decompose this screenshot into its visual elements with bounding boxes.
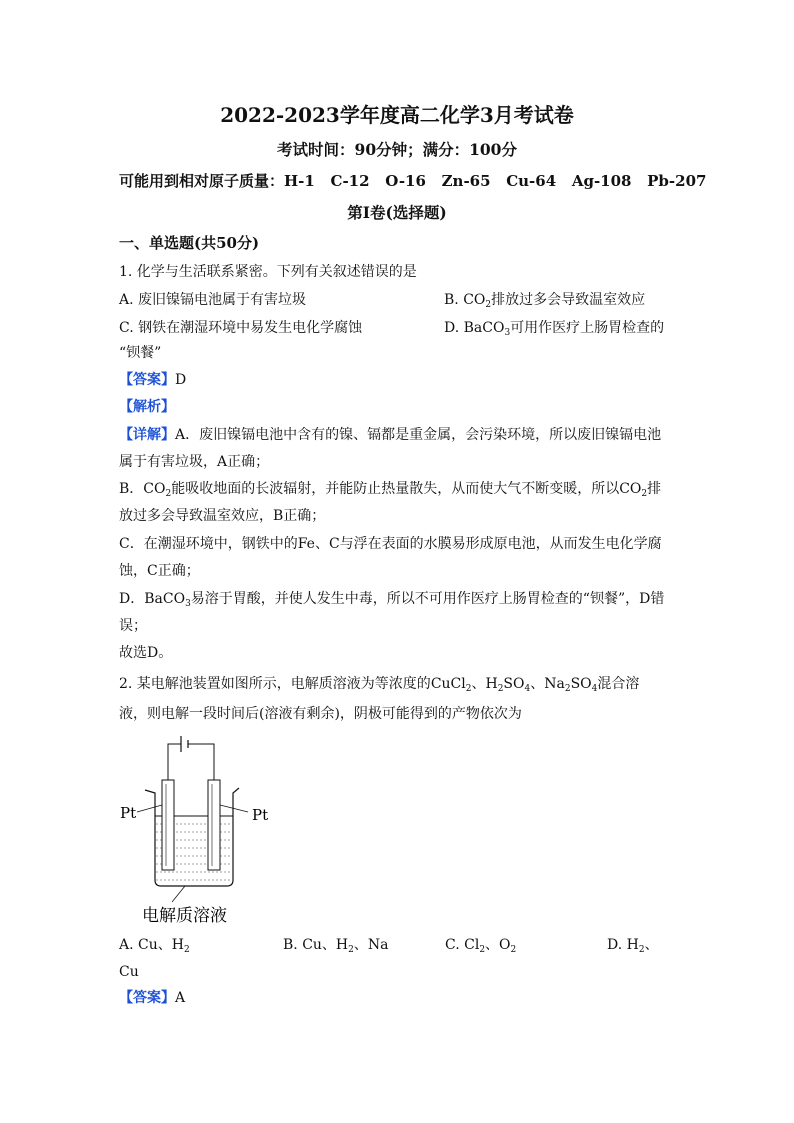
q2-option-d-cont: Cu — [119, 964, 139, 980]
q1-detail-line-8: 误； — [119, 618, 147, 634]
q1-stem: 1. 化学与生活联系紧密。下列有关叙述错误的是 — [119, 264, 417, 280]
q1-analysis-tag: 【解析】 — [119, 399, 175, 415]
section-title: 一、单选题(共50分) — [119, 234, 260, 252]
q2-option-d: D. $H_2$、 — [607, 937, 659, 955]
right-electrode — [208, 780, 220, 870]
q1-detail-line-1: 【详解】A．废旧镍镉电池中含有的镍、镉都是重金属，会污染环境，所以废旧镍镉电池 — [119, 427, 662, 443]
exam-info: 考试时间：90分钟；满分：100分 — [277, 140, 517, 159]
q1-option-a: A. 废旧镍镉电池属于有害垃圾 — [119, 292, 307, 308]
q2-option-a: A. Cu、$H_2$ — [119, 937, 190, 955]
q2-option-b: B. Cu、$H_2$、Na — [283, 937, 389, 955]
q1-detail-line-7: D．BaCO$_3$易溶于胃酸，并使人发生中毒，所以不可用作医疗上肠胃检查的“钡餐”，D错 — [119, 591, 665, 609]
left-electrode — [162, 780, 174, 870]
q1-answer: 【答案】D — [119, 372, 187, 388]
q2-option-c: C. $Cl_2$、$O_2$ — [445, 937, 517, 955]
q1-detail-line-6: 蚀，C正确； — [119, 563, 200, 579]
atomic-masses: 可能用到相对原子质量：H-1 C-12 O-16 Zn-65 Cu-64 Ag-108 Pb-207 — [119, 172, 707, 190]
q1-option-c: C. 钢铁在潮湿环境中易发生电化学腐蚀 — [119, 320, 363, 336]
volume-title: 第I卷(选择题) — [347, 203, 447, 222]
left-electrode-label: Pt — [120, 804, 137, 822]
q1-detail-line-3: B．$CO_2$能吸收地面的长波辐射，并能防止热量散失，从而使大气不断变暖，所以$CO_2$排 — [119, 481, 662, 499]
q1-option-d-cont: “钡餐” — [119, 345, 162, 361]
figure-caption: 电解质溶液 — [142, 906, 227, 926]
q1-detail-line-4: 放过多会导致温室效应，B正确； — [119, 508, 326, 524]
right-wire — [188, 744, 214, 780]
q1-detail-line-5: C．在潮湿环境中，钢铁中的Fe、C与浮在表面的水膜易形成原电池，从而发生电化学腐 — [119, 536, 662, 552]
q1-detail-line-2: 属于有害垃圾，A正确； — [119, 454, 270, 470]
q2-stem-line-2: 液，则电解一段时间后(溶液有剩余)，阴极可能得到的产物依次为 — [119, 706, 522, 722]
q2-stem: 2. 某电解池装置如图所示，电解质溶液为等浓度的CuCl$_2$、$H_2SO_4$、$Na_2SO_4$混合溶 — [119, 676, 640, 694]
q2-answer: 【答案】A — [119, 990, 186, 1006]
left-wire — [168, 744, 181, 780]
beaker — [145, 788, 239, 886]
page-title: 2022-2023学年度高二化学3月考试卷 — [220, 103, 574, 127]
q1-option-d: D. BaCO$_3$可用作医疗上肠胃检查的 — [444, 320, 665, 338]
right-electrode-label: Pt — [252, 806, 269, 824]
electrolysis-cell-figure — [115, 730, 285, 930]
q1-option-b: B. $CO_2$排放过多会导致温室效应 — [444, 292, 646, 310]
q1-detail-line-9: 故选D。 — [119, 645, 173, 661]
